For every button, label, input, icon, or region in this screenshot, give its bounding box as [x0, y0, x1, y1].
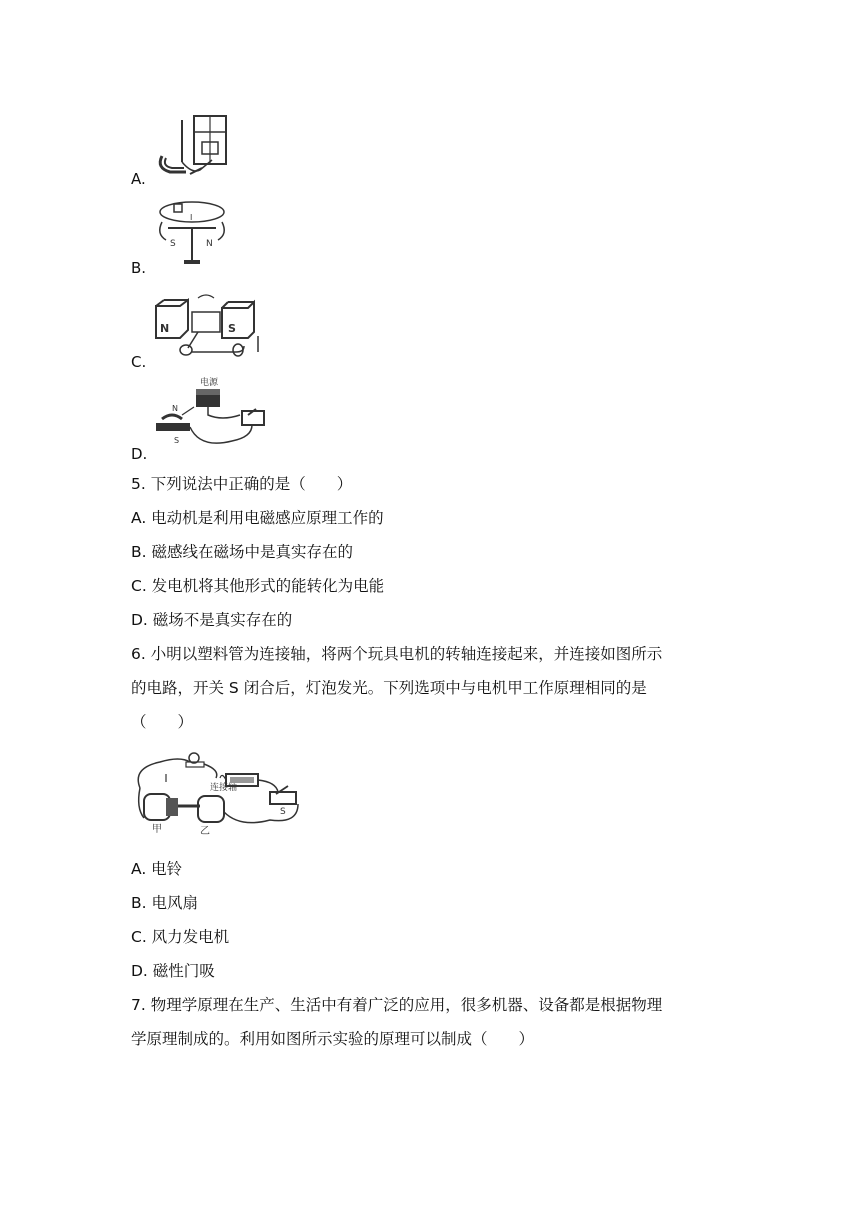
- q5-option-c: C. 发电机将其他形式的能转化为电能: [131, 577, 385, 595]
- q6-axle-label: 连接轴: [210, 783, 238, 793]
- q6-option-c: C. 风力发电机: [131, 928, 230, 946]
- q4-option-a-figure: [152, 112, 232, 182]
- q6-option-d: D. 磁性门吸: [131, 962, 215, 980]
- q4-c-north-label: N: [160, 322, 170, 335]
- q4-option-c-label: C.: [131, 353, 147, 371]
- q6-stem-line-1: 6. 小明以塑料管为连接轴，将两个玩具电机的转轴连接起来，并连接如图所示: [131, 645, 663, 663]
- q5-stem: 5. 下列说法中正确的是（ ）: [131, 475, 353, 493]
- q6-motor-b-label: 乙: [200, 826, 210, 836]
- q7-stem-line-2: 学原理制成的。利用如图所示实验的原理可以制成（ ）: [131, 1030, 535, 1048]
- q6-stem-line-3: （ ）: [131, 713, 194, 731]
- q7-stem-line-1: 7. 物理学原理在生产、生活中有着广泛的应用，很多机器、设备都是根据物理: [131, 996, 663, 1014]
- q5-option-d: D. 磁场不是真实存在的: [131, 611, 293, 629]
- q4-d-device-label: 电源: [200, 378, 219, 388]
- q4-option-d-figure: [152, 375, 267, 450]
- q4-c-south-label: S: [228, 322, 236, 335]
- q6-switch-label: S: [280, 807, 286, 817]
- q4-option-d-label: D.: [131, 445, 148, 463]
- q4-option-c-figure: [152, 292, 262, 362]
- q6-option-a: A. 电铃: [131, 860, 183, 878]
- q4-option-b-figure: [152, 198, 232, 268]
- q5-option-a: A. 电动机是利用电磁感应原理工作的: [131, 509, 384, 527]
- q6-circuit-figure: [130, 748, 305, 836]
- q4-option-a-label: A.: [131, 170, 146, 188]
- q4-b-north-label: N: [206, 239, 213, 249]
- q6-stem-line-2: 的电路，开关 S 闭合后，灯泡发光。下列选项中与电机甲工作原理相同的是: [131, 679, 647, 697]
- q5-option-b: B. 磁感线在磁场中是真实存在的: [131, 543, 353, 561]
- q4-d-south-label: S: [174, 436, 180, 445]
- q6-motor-a-label: 甲: [152, 824, 162, 835]
- q4-d-north-label: N: [172, 404, 178, 413]
- q6-option-b: B. 电风扇: [131, 894, 198, 912]
- q4-option-b-label: B.: [131, 259, 147, 277]
- q4-b-current-label: I: [190, 213, 193, 222]
- q4-b-south-label: S: [170, 239, 176, 249]
